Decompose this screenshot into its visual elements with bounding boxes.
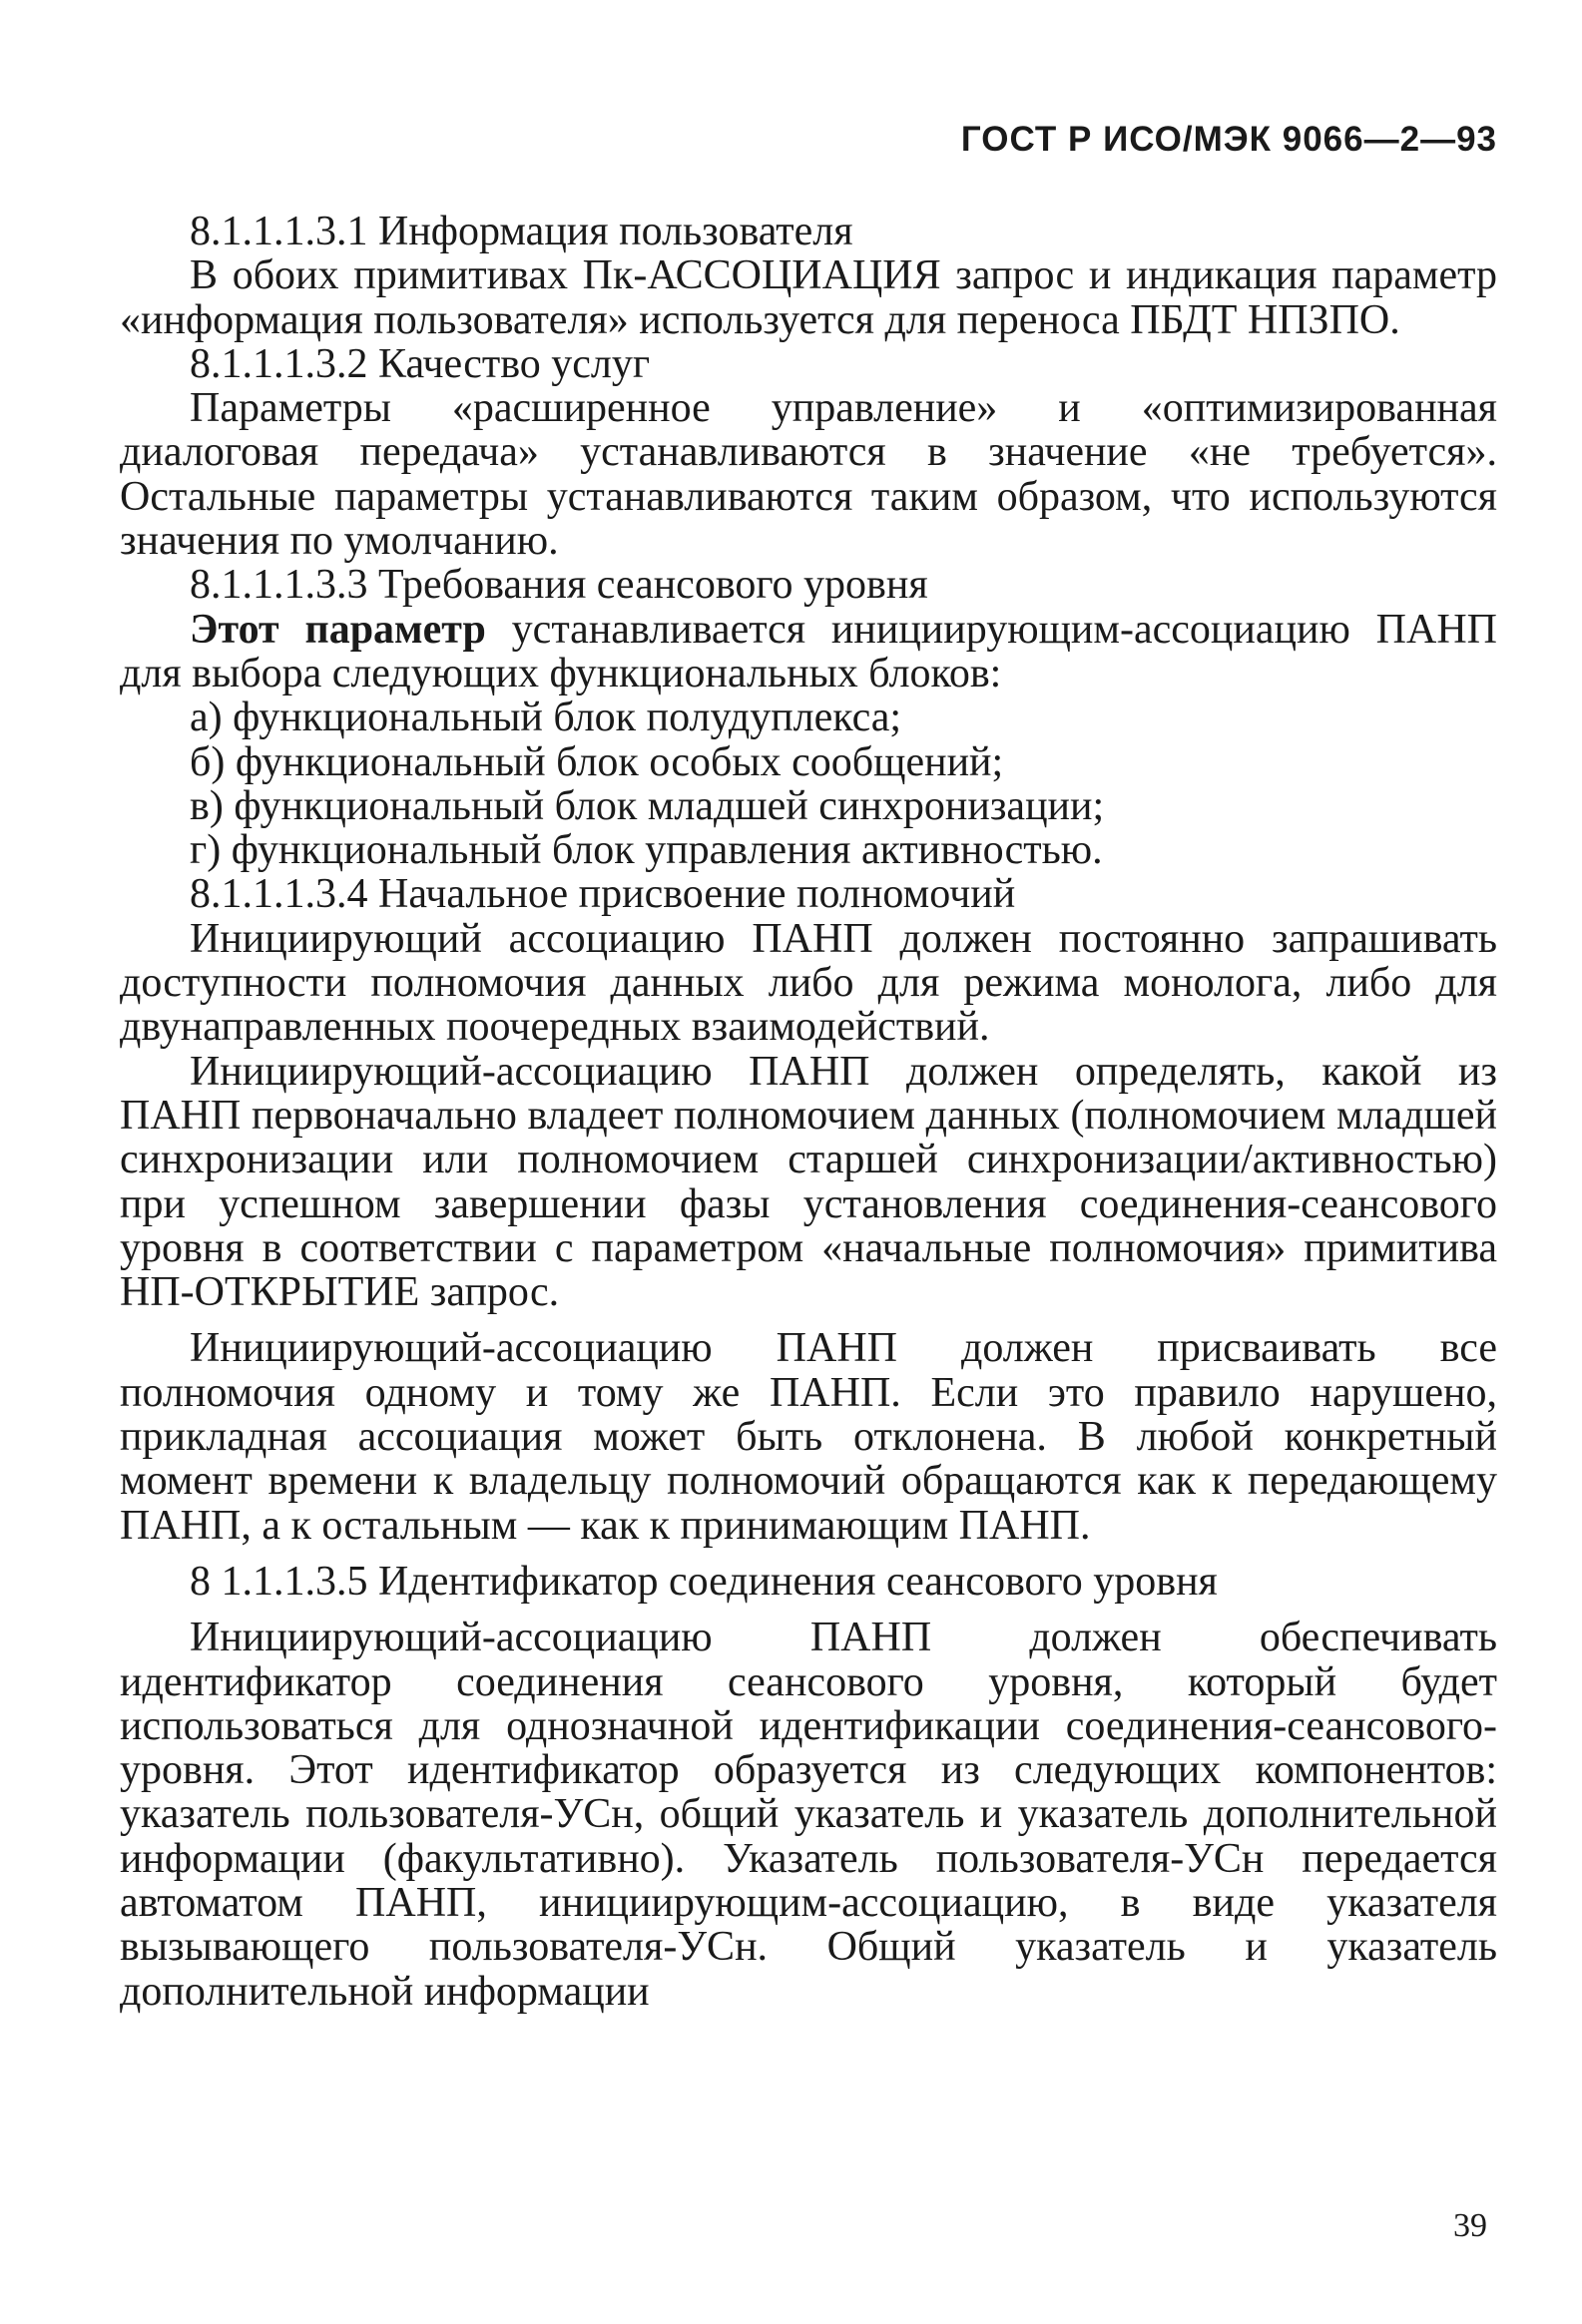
section-heading-3-4: 8.1.1.1.3.4 Начальное присвоение полномочий [190,871,1016,918]
section-heading-3-3: 8.1.1.1.3.3 Требования сеансового уровня [190,562,928,609]
paragraph: В обоих примитивах Пк-АССОЦИАЦИЯ запрос и индикация параметр «информация пользователя» используется для переноса ПБДТ НПЗПО. [120,252,1497,343]
paragraph-rest: устанавливается инициирующим-ассоциацию ПАНП для выбора следующих функциональных блоков: [120,606,1497,697]
list-item: б) функциональный блок особых сообщений; [190,738,1004,785]
list-item: а) функциональный блок полудуплекса; [190,695,902,741]
section-heading-3-2: 8.1.1.1.3.2 Качество услуг [190,340,651,387]
paragraph: Инициирующий-ассоциацию ПАНП должен присваивать все полномочия одному и тому же ПАНП. Если это правило нарушено, прикладная ассоциация может быть отклонена. В любой конкретный момент времени к владельцу полномочий обращаются как к передающему ПАНП, а к остальным — как к принимающим ПАНП. [120,1325,1497,1549]
document-body [120,210,1497,2014]
document-page [120,110,1497,2245]
page-number: 39 [1453,2207,1487,2244]
section-heading-3-1: 8.1.1.1.3.1 Информация пользователя [190,209,853,254]
list-item: г) функциональный блок управления активностью. [190,827,1103,874]
paragraph: Параметры «расширенное управление» и «оптимизированная диалоговая передача» устанавливаются в значение «не требуется». Остальные параметры устанавливаются таким образом, что используются значения по умолчанию. [120,385,1497,565]
section-heading-3-5: 8 1.1.1.3.5 Идентификатор соединения сеансового уровня [190,1558,1218,1605]
list-item: в) функциональный блок младшей синхронизации; [190,782,1105,829]
page-header: ГОСТ Р ИСО/МЭК 9066—2—93 [960,120,1497,159]
paragraph: Инициирующий ассоциацию ПАНП должен постоянно запрашивать доступности полномочия данных либо для режима монолога, либо для двунаправленных поочередных взаимодействий. [120,915,1497,1051]
paragraph-bold-lead: Этот параметр [190,606,486,653]
paragraph [120,608,1497,697]
paragraph: Инициирующий-ассоциацию ПАНП должен определять, какой из ПАНП первоначально владеет полномочием данных (полномочием младшей синхронизации или полномочием старшей синхронизации/активностью) при успешном завершении фазы установления соединения-сеансового уровня в соответствии с параметром «начальные полномочия» примитива НП-ОТКРЫТИЕ запрос. [120,1048,1497,1316]
paragraph: Инициирующий-ассоциацию ПАНП должен обеспечивать идентификатор соединения сеансового уровня, который будет использоваться для однозначной идентификации соединения-сеансового-уровня. Этот идентификатор образуется из следующих компонентов: указатель пользователя-УСн, общий указатель и указатель дополнительной информации (факультативно). Указатель пользователя-УСн передается автоматом ПАНП, инициирующим-ассоциацию, в виде указателя вызывающего пользователя-УСн. Общий указатель и указатель дополнительной информации [120,1615,1497,2015]
